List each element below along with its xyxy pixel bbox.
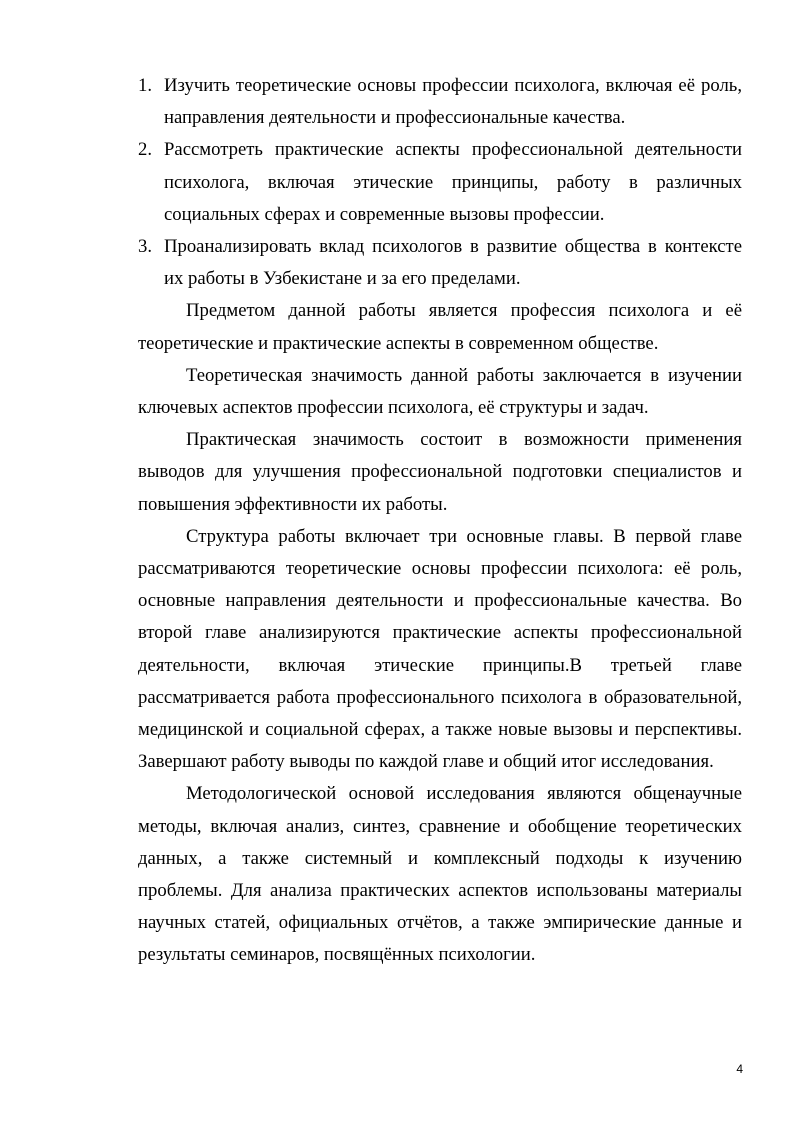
task-item	[138, 134, 742, 231]
page-number: 4	[736, 1062, 743, 1076]
task-text: Проанализировать вклад психологов в развитие общества в контексте их работы в Узбекистане и за его пределами.	[164, 236, 742, 290]
page-content	[138, 70, 742, 972]
task-item	[138, 70, 742, 134]
subject-paragraph: Предметом данной работы является профессия психолога и её теоретические и практические аспекты в современном обществе.	[138, 300, 742, 354]
task-number: 3.	[138, 236, 153, 258]
task-number: 1.	[138, 75, 153, 96]
theoretical-significance-paragraph: Теоретическая значимость данной работы заключается в изучении ключевых аспектов профессии психолога, её структуры и задач.	[138, 364, 742, 419]
task-number: 2.	[138, 139, 153, 161]
practical-significance-paragraph: Практическая значимость состоит в возможности применения выводов для улучшения профессиональной подготовки специалистов и повышения эффективности их работы.	[138, 429, 742, 515]
structure-paragraph: Структура работы включает три основные главы. В первой главе рассматриваются теоретические основы профессии психолога: её роль, основные направления деятельности и профессиональные качества. Во второй главе анализируются практические аспекты профессиональной деятельности, включая этические принципы.В третьей главе рассматривается работа профессионального психолога в образовательной, медицинской и социальной сферах, а также новые вызовы и перспективы. Завершают работу выводы по каждой главе и общий итог исследования.	[138, 525, 742, 773]
methodology-paragraph: Методологической основой исследования являются общенаучные методы, включая анализ, синтез, сравнение и обобщение теоретических данных, а также системный и комплексный подходы к изучению проблемы. Для анализа практических аспектов использованы материалы научных статей, официальных отчётов, а также эмпирические данные и результаты семинаров, посвящённых психологии.	[138, 783, 742, 966]
task-text: Изучить теоретические основы профессии психолога, включая её роль, направления деятельности и профессиональные качества.	[164, 75, 742, 129]
task-item	[138, 231, 742, 295]
task-text: Рассмотреть практические аспекты профессиональной деятельности психолога, включая этические принципы, работу в различных социальных сферах и современные вызовы профессии.	[164, 139, 742, 225]
task-list	[138, 70, 742, 295]
